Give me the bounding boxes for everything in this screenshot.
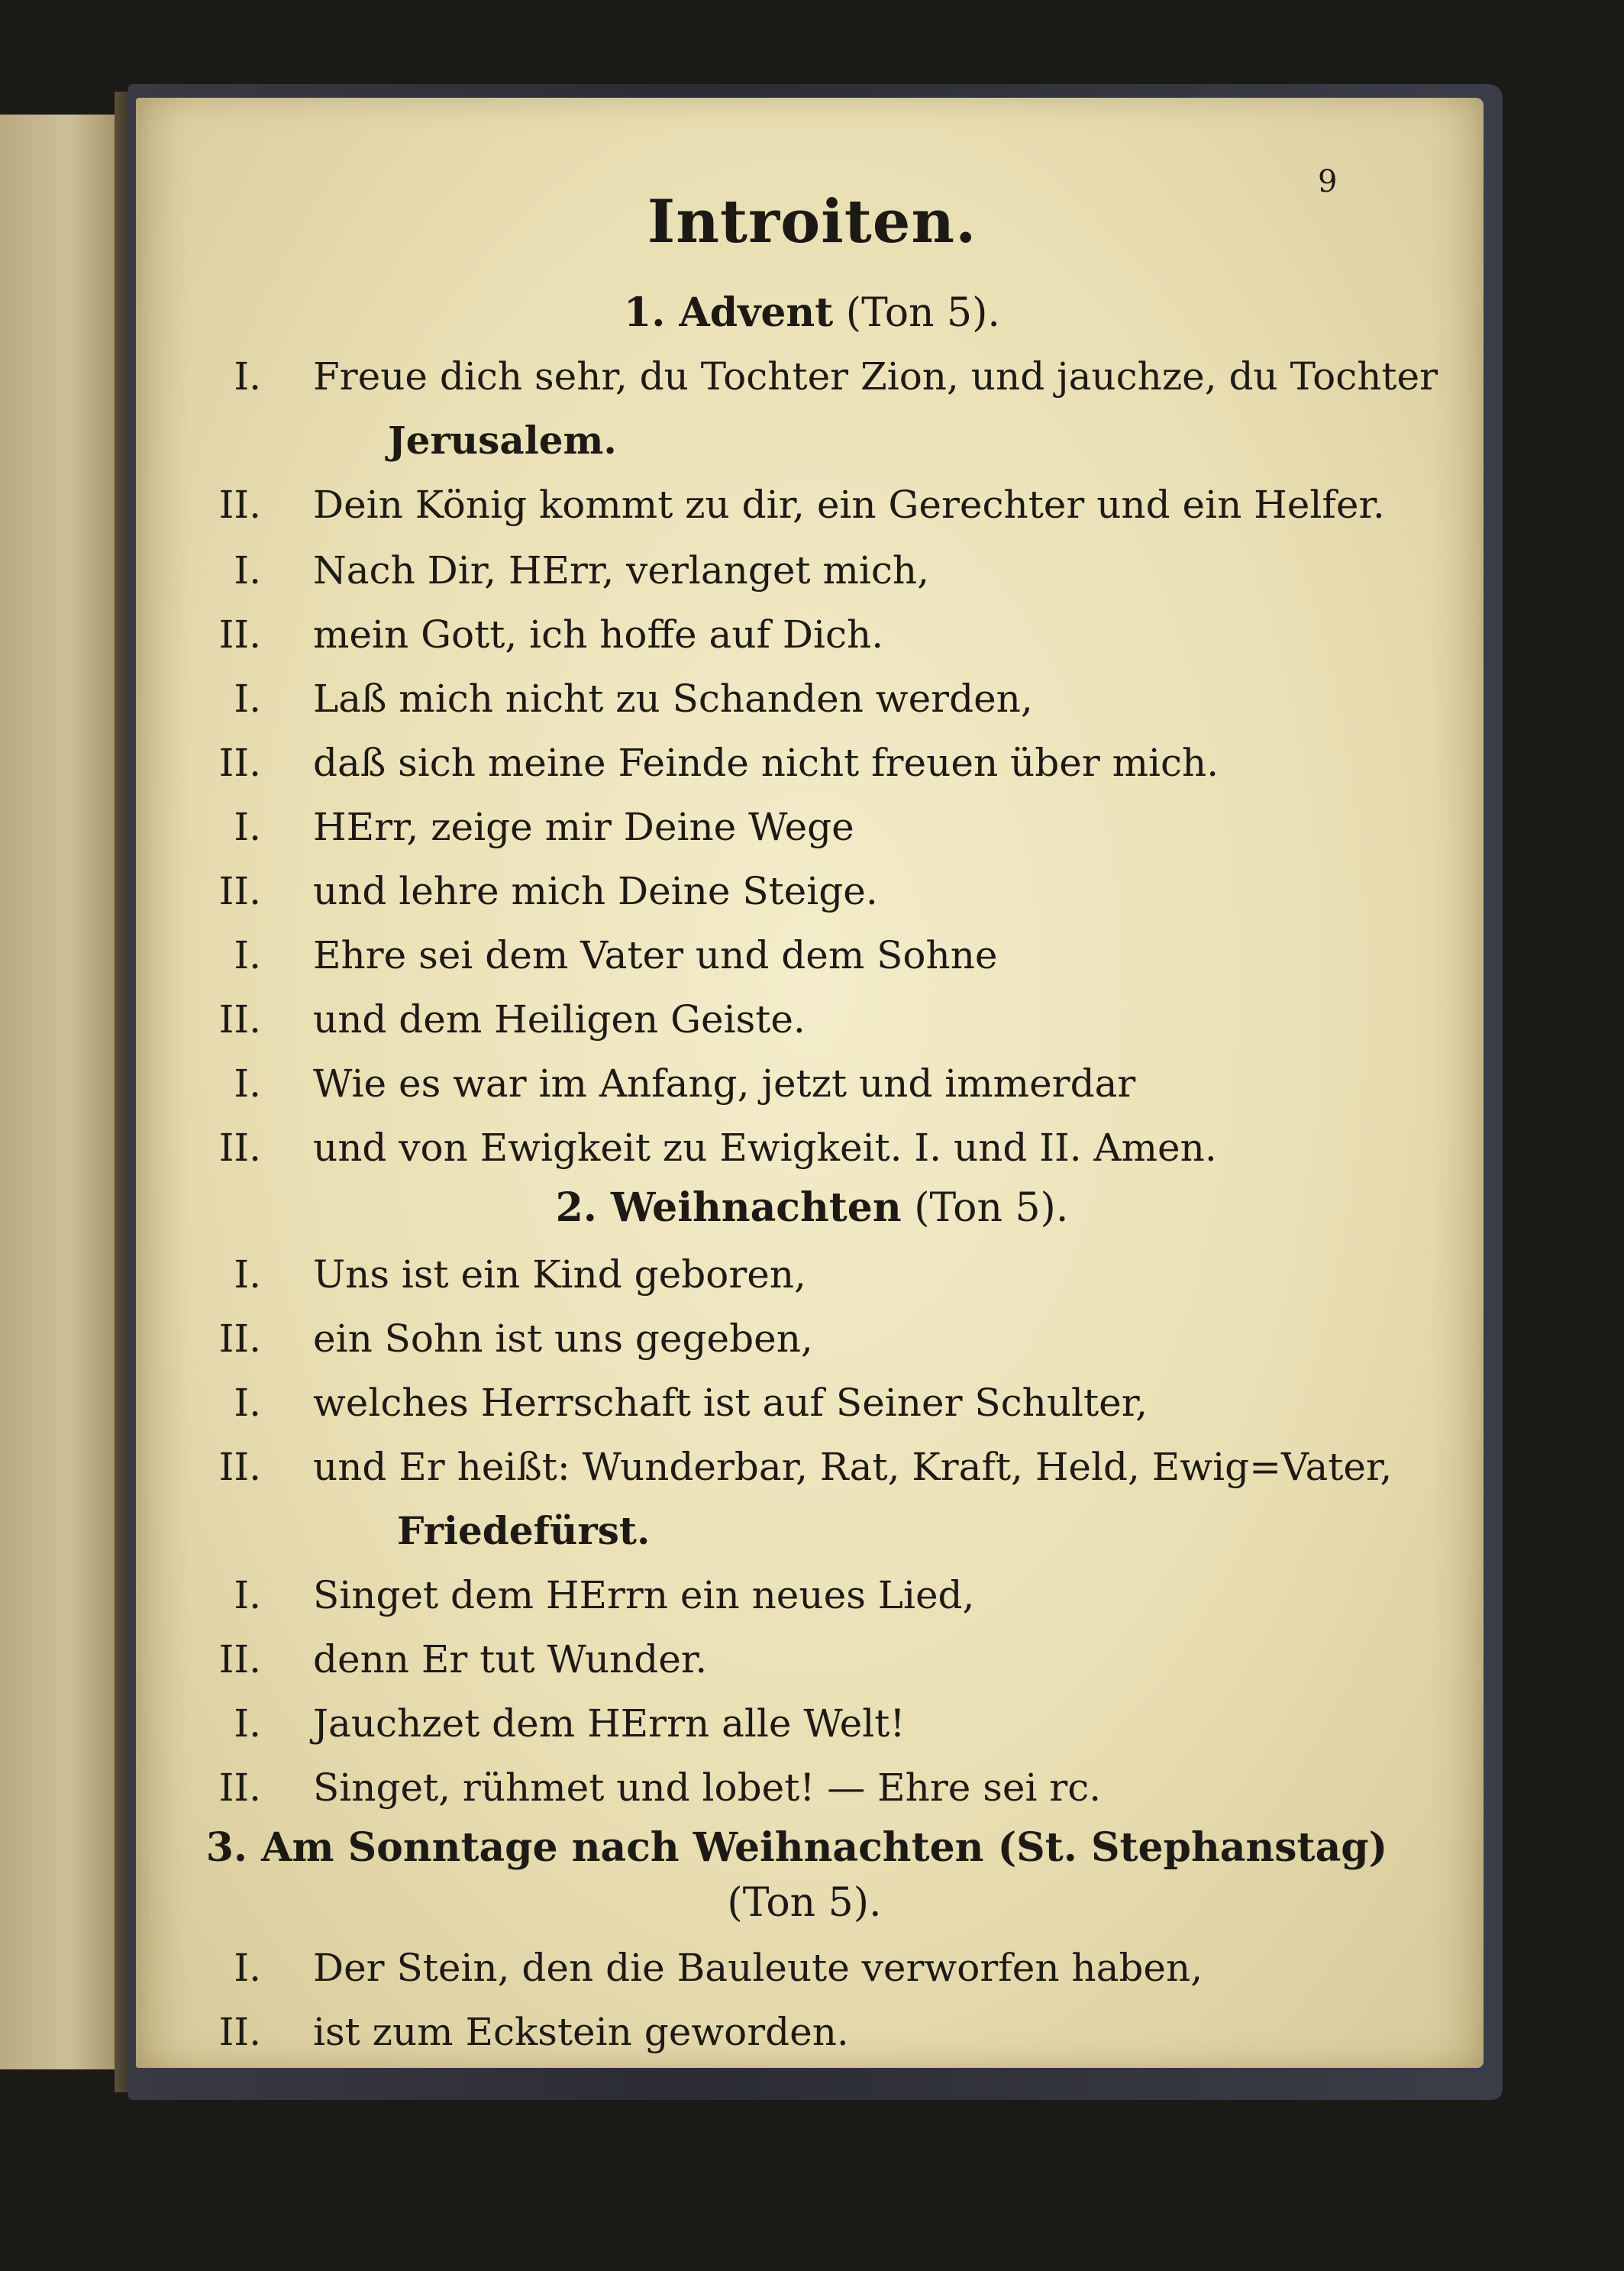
line-text: mein Gott, ich hoffe auf Dich. xyxy=(313,612,884,657)
line-part: II. xyxy=(218,2010,261,2054)
line-part: II. xyxy=(218,1316,261,1361)
line-text: Singet dem HErrn ein neues Lied, xyxy=(313,1573,975,1617)
section-heading-tone: (Ton 5). xyxy=(901,1185,1069,1231)
line-part: II. xyxy=(218,483,261,527)
line-text: und dem Heiligen Geiste. xyxy=(313,997,806,1042)
line-text: Der Stein, den die Bauleute verworfen haben, xyxy=(313,1946,1203,1990)
line-part: I. xyxy=(234,548,261,593)
line-text: ein Sohn ist uns gegeben, xyxy=(313,1316,813,1361)
page-title: Introiten. xyxy=(647,187,977,257)
section-subheading-tone: (Ton 5). xyxy=(727,1880,882,1926)
section-heading-stephanstag xyxy=(0,1824,1609,1871)
line-part: I. xyxy=(234,354,261,399)
section-heading-bold: 1. Advent xyxy=(624,289,834,336)
line-text: Uns ist ein Kind geboren, xyxy=(313,1252,806,1297)
line-part: I. xyxy=(234,805,261,849)
line-part: II. xyxy=(218,869,261,913)
line-part: II. xyxy=(218,997,261,1042)
line-part: II. xyxy=(218,1637,261,1681)
line-text: und lehre mich Deine Steige. xyxy=(313,869,878,913)
line-text: Nach Dir, HErr, verlanget mich, xyxy=(313,548,929,593)
line-text: daß sich meine Feinde nicht freuen über mich. xyxy=(313,741,1219,785)
line-text: ist zum Eckstein geworden. xyxy=(313,2010,849,2054)
line-text: Freue dich sehr, du Tochter Zion, und jauchze, du Tochter xyxy=(313,354,1438,399)
line-text: Laß mich nicht zu Schanden werden, xyxy=(313,677,1033,721)
line-part: II. xyxy=(218,1126,261,1170)
line-text: Singet, rühmet und lobet! — Ehre sei rc. xyxy=(313,1765,1102,1810)
line-text: Jauchzet dem HErrn alle Welt! xyxy=(313,1701,906,1746)
section-heading-advent xyxy=(0,289,1624,336)
line-text: Friedefürst. xyxy=(397,1508,651,1553)
line-part: I. xyxy=(234,1061,261,1106)
line-text: Dein König kommt zu dir, ein Gerechter und ein Helfer. xyxy=(313,483,1385,527)
line-text: und von Ewigkeit zu Ewigkeit. I. und II. Amen. xyxy=(313,1126,1217,1170)
line-text: Wie es war im Anfang, jetzt und immerdar xyxy=(313,1061,1136,1106)
line-part: II. xyxy=(218,612,261,657)
line-part: II. xyxy=(218,1765,261,1810)
line-part: II. xyxy=(218,1445,261,1489)
line-text: HErr, zeige mir Deine Wege xyxy=(313,805,854,849)
section-heading-tone: (Ton 5). xyxy=(833,290,1000,336)
line-text: welches Herrschaft ist auf Seiner Schulter, xyxy=(313,1381,1148,1425)
line-part: I. xyxy=(234,1573,261,1617)
line-part: I. xyxy=(234,933,261,977)
line-part: I. xyxy=(234,1701,261,1746)
line-text: und Er heißt: Wunderbar, Rat, Kraft, Held, Ewig=Vater, xyxy=(313,1445,1393,1489)
page-number: 9 xyxy=(1318,164,1338,199)
section-heading-bold: 2. Weihnachten xyxy=(555,1184,902,1231)
line-text: Jerusalem. xyxy=(388,418,617,463)
section-heading-bold: 3. Am Sonntage nach Weihnachten (St. Stephanstag) xyxy=(205,1824,1388,1871)
line-part: I. xyxy=(234,1946,261,1990)
line-text: Ehre sei dem Vater und dem Sohne xyxy=(313,933,998,977)
facing-page-edge xyxy=(0,115,115,2069)
line-text: denn Er tut Wunder. xyxy=(313,1637,708,1681)
line-part: I. xyxy=(234,677,261,721)
section-heading-weihnachten xyxy=(0,1184,1624,1231)
line-part: I. xyxy=(234,1381,261,1425)
line-part: I. xyxy=(234,1252,261,1297)
line-part: II. xyxy=(218,741,261,785)
